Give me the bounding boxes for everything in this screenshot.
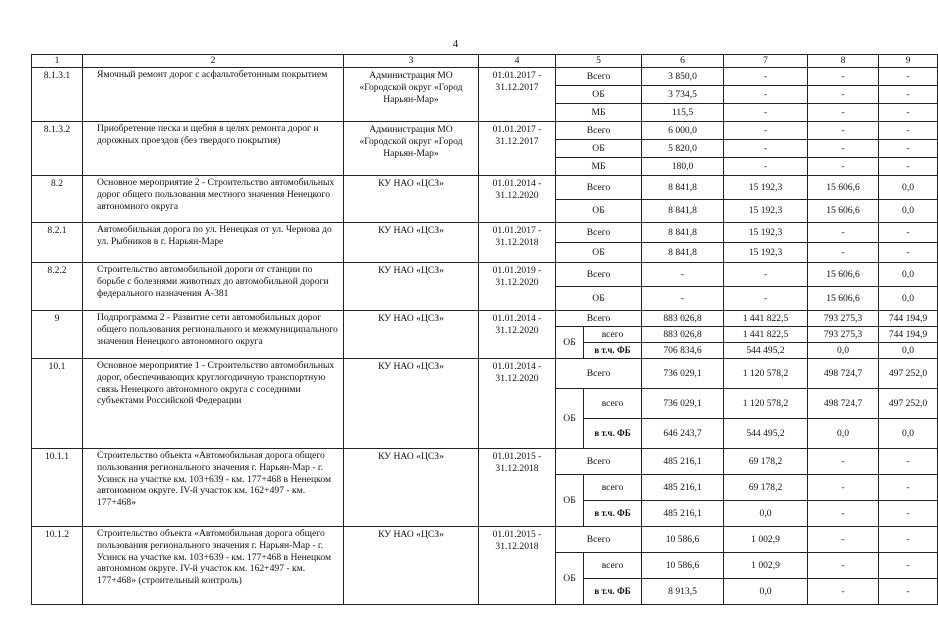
value-v6: 8 841,8 (642, 223, 724, 243)
value-v9: - (879, 553, 938, 579)
table-row (32, 263, 938, 287)
value-v6: 5 820,0 (642, 140, 724, 158)
value-v9: - (879, 243, 938, 263)
value-v6: 485 216,1 (642, 449, 724, 475)
value-v9: 0,0 (879, 419, 938, 449)
value-v8: - (808, 527, 879, 553)
value-v8: 0,0 (808, 343, 879, 359)
funding-source-label: ОБ (556, 243, 642, 263)
value-v9: 0,0 (879, 176, 938, 200)
item-code: 8.1.3.1 (32, 68, 83, 122)
value-v7: 1 120 578,2 (724, 389, 808, 419)
value-v8: - (808, 553, 879, 579)
value-v8: - (808, 243, 879, 263)
value-v7: 1 002,9 (724, 527, 808, 553)
table-row (32, 527, 938, 553)
value-v7: 1 120 578,2 (724, 359, 808, 389)
period: 01.01.2019 - 31.12.2020 (479, 263, 556, 311)
table-row (32, 449, 938, 475)
value-v8: 793 275,3 (808, 311, 879, 327)
value-v7: 15 192,3 (724, 243, 808, 263)
value-v9: 0,0 (879, 287, 938, 311)
value-v7: 1 441 822,5 (724, 311, 808, 327)
value-v8: - (808, 68, 879, 86)
funding-sub-label: в т.ч. ФБ (584, 579, 642, 605)
value-v7: 544 495,2 (724, 419, 808, 449)
value-v6: 115,5 (642, 104, 724, 122)
value-v6: 8 841,8 (642, 176, 724, 200)
value-v9: - (879, 140, 938, 158)
column-header: 8 (808, 55, 879, 68)
responsible-org: Администрация МО «Городской округ «Город Нарьян-Мар» (344, 122, 479, 176)
funding-source-label: МБ (556, 158, 642, 176)
value-v8: 15 606,6 (808, 287, 879, 311)
value-v9: - (879, 86, 938, 104)
funding-source-label: ОБ (556, 140, 642, 158)
period: 01.01.2017 - 31.12.2017 (479, 68, 556, 122)
value-v6: 8 841,8 (642, 243, 724, 263)
header-row (32, 55, 938, 68)
funding-source-label: Всего (556, 527, 642, 553)
value-v6: 485 216,1 (642, 475, 724, 501)
program-table (31, 54, 938, 605)
value-v7: 15 192,3 (724, 176, 808, 200)
value-v7: - (724, 158, 808, 176)
funding-sub-label: в т.ч. ФБ (584, 501, 642, 527)
value-v6: 883 026,8 (642, 311, 724, 327)
value-v6: 3 734,5 (642, 86, 724, 104)
value-v9: - (879, 501, 938, 527)
column-header: 7 (724, 55, 808, 68)
table-row (32, 223, 938, 243)
period: 01.01.2015 - 31.12.2018 (479, 449, 556, 527)
item-code: 10.1 (32, 359, 83, 449)
value-v7: - (724, 287, 808, 311)
value-v6: 736 029,1 (642, 389, 724, 419)
responsible-org: КУ НАО «ЦСЗ» (344, 449, 479, 527)
value-v9: 744 194,9 (879, 327, 938, 343)
value-v8: - (808, 223, 879, 243)
value-v8: - (808, 475, 879, 501)
value-v8: 15 606,6 (808, 176, 879, 200)
table-row (32, 176, 938, 200)
value-v6: 6 000,0 (642, 122, 724, 140)
funding-sub-label: всего (584, 475, 642, 501)
item-code: 8.2.1 (32, 223, 83, 263)
period: 01.01.2014 - 31.12.2020 (479, 311, 556, 359)
item-name: Автомобильная дорога по ул. Ненецкая от ул. Чернова до ул. Рыбников в г. Нарьян-Маре (83, 223, 344, 263)
table-row (32, 311, 938, 327)
funding-sub-label: всего (584, 389, 642, 419)
responsible-org: Администрация МО «Городской округ «Город Нарьян-Мар» (344, 68, 479, 122)
value-v9: 0,0 (879, 343, 938, 359)
column-header: 5 (556, 55, 642, 68)
value-v6: - (642, 263, 724, 287)
ob-label: ОБ (556, 327, 584, 359)
ob-label: ОБ (556, 389, 584, 449)
value-v9: 497 252,0 (879, 389, 938, 419)
item-code: 10.1.2 (32, 527, 83, 605)
value-v7: - (724, 86, 808, 104)
table-row (32, 68, 938, 86)
funding-source-label: ОБ (556, 86, 642, 104)
value-v9: 0,0 (879, 263, 938, 287)
funding-sub-label: всего (584, 553, 642, 579)
item-name: Основное мероприятие 2 - Строительство автомобильных дорог общего пользования местного значения Ненецкого автономного округа (83, 176, 344, 223)
funding-source-label: МБ (556, 104, 642, 122)
responsible-org: КУ НАО «ЦСЗ» (344, 359, 479, 449)
value-v6: 10 586,6 (642, 553, 724, 579)
period: 01.01.2017 - 31.12.2017 (479, 122, 556, 176)
value-v9: 744 194,9 (879, 311, 938, 327)
column-header: 4 (479, 55, 556, 68)
ob-label: ОБ (556, 475, 584, 527)
value-v8: - (808, 579, 879, 605)
value-v6: 10 586,6 (642, 527, 724, 553)
value-v8: 15 606,6 (808, 263, 879, 287)
value-v9: - (879, 579, 938, 605)
period: 01.01.2014 - 31.12.2020 (479, 359, 556, 449)
value-v8: - (808, 449, 879, 475)
table-body (32, 55, 938, 605)
responsible-org: КУ НАО «ЦСЗ» (344, 223, 479, 263)
page-number: 4 (452, 38, 459, 50)
value-v8: - (808, 104, 879, 122)
period: 01.01.2015 - 31.12.2018 (479, 527, 556, 605)
item-code: 8.2.2 (32, 263, 83, 311)
value-v8: 498 724,7 (808, 389, 879, 419)
value-v7: - (724, 140, 808, 158)
funding-source-label: Всего (556, 122, 642, 140)
value-v7: 1 002,9 (724, 553, 808, 579)
value-v7: 69 178,2 (724, 449, 808, 475)
funding-sub-label: всего (584, 327, 642, 343)
value-v7: - (724, 68, 808, 86)
value-v7: - (724, 263, 808, 287)
value-v9: - (879, 68, 938, 86)
item-name: Строительство объекта «Автомобильная дорога общего пользования регионального значения г. Нарьян-Мар - г. Усинск на участке км. 103+639 - км. 177+468 в Ненецком автономном округе. IV-й участок км. 162+497 - км. 177+468» (строительный контроль) (83, 527, 344, 605)
funding-source-label: ОБ (556, 287, 642, 311)
item-name: Подпрограмма 2 - Развитие сети автомобильных дорог общего пользования регионального и межмуниципального значения Ненецкого автономного округа (83, 311, 344, 359)
item-code: 8.1.3.2 (32, 122, 83, 176)
table-row (32, 359, 938, 389)
value-v8: - (808, 140, 879, 158)
value-v7: 15 192,3 (724, 200, 808, 223)
table-row (32, 122, 938, 140)
value-v6: 736 029,1 (642, 359, 724, 389)
item-name: Строительство автомобильной дороги от станции по борьбе с болезнями животных до автомобильной дороги федерального назначения А-381 (83, 263, 344, 311)
item-code: 9 (32, 311, 83, 359)
value-v9: - (879, 475, 938, 501)
item-name: Основное мероприятие 1 - Строительство автомобильных дорог, обеспечивающих круглогодичную транспортную связь Ненецкого автономного округа с соседними субъектами Российской Федерации (83, 359, 344, 449)
funding-source-label: Всего (556, 176, 642, 200)
value-v7: 0,0 (724, 579, 808, 605)
item-name: Приобретение песка и щебня в целях ремонта дорог и дорожных проездов (без твердого покрытия) (83, 122, 344, 176)
value-v9: 497 252,0 (879, 359, 938, 389)
column-header: 6 (642, 55, 724, 68)
value-v7: 15 192,3 (724, 223, 808, 243)
funding-source-label: ОБ (556, 200, 642, 223)
column-header: 1 (32, 55, 83, 68)
period: 01.01.2017 - 31.12.2018 (479, 223, 556, 263)
column-header: 2 (83, 55, 344, 68)
value-v6: 8 841,8 (642, 200, 724, 223)
responsible-org: КУ НАО «ЦСЗ» (344, 263, 479, 311)
value-v7: 0,0 (724, 501, 808, 527)
responsible-org: КУ НАО «ЦСЗ» (344, 527, 479, 605)
value-v7: 544 495,2 (724, 343, 808, 359)
value-v6: 3 850,0 (642, 68, 724, 86)
funding-source-label: Всего (556, 311, 642, 327)
item-code: 10.1.1 (32, 449, 83, 527)
funding-source-label: Всего (556, 68, 642, 86)
funding-sub-label: в т.ч. ФБ (584, 343, 642, 359)
value-v6: 180,0 (642, 158, 724, 176)
period: 01.01.2014 - 31.12.2020 (479, 176, 556, 223)
item-code: 8.2 (32, 176, 83, 223)
column-header: 9 (879, 55, 938, 68)
value-v9: - (879, 104, 938, 122)
item-name: Строительство объекта «Автомобильная дорога общего пользования регионального значения г. Нарьян-Мар - г. Усинск на участке км. 103+639 - км. 177+468 в Ненецком автономном округе. IV-й участок км. 162+497 - км. 177+468» (83, 449, 344, 527)
value-v8: - (808, 501, 879, 527)
item-name: Ямочный ремонт дорог с асфальтобетонным покрытием (83, 68, 344, 122)
value-v8: 15 606,6 (808, 200, 879, 223)
value-v6: 706 834,6 (642, 343, 724, 359)
responsible-org: КУ НАО «ЦСЗ» (344, 311, 479, 359)
value-v8: 793 275,3 (808, 327, 879, 343)
funding-sub-label: в т.ч. ФБ (584, 419, 642, 449)
value-v9: - (879, 449, 938, 475)
value-v8: 498 724,7 (808, 359, 879, 389)
responsible-org: КУ НАО «ЦСЗ» (344, 176, 479, 223)
funding-source-label: Всего (556, 359, 642, 389)
value-v6: 883 026,8 (642, 327, 724, 343)
value-v7: 1 441 822,5 (724, 327, 808, 343)
column-header: 3 (344, 55, 479, 68)
value-v9: - (879, 527, 938, 553)
value-v7: - (724, 104, 808, 122)
value-v6: 485 216,1 (642, 501, 724, 527)
value-v6: - (642, 287, 724, 311)
funding-source-label: Всего (556, 223, 642, 243)
value-v7: - (724, 122, 808, 140)
value-v6: 646 243,7 (642, 419, 724, 449)
value-v8: - (808, 122, 879, 140)
value-v8: - (808, 86, 879, 104)
value-v9: - (879, 158, 938, 176)
value-v9: 0,0 (879, 200, 938, 223)
value-v9: - (879, 223, 938, 243)
ob-label: ОБ (556, 553, 584, 605)
value-v8: - (808, 158, 879, 176)
value-v8: 0,0 (808, 419, 879, 449)
funding-source-label: Всего (556, 449, 642, 475)
value-v7: 69 178,2 (724, 475, 808, 501)
value-v6: 8 913,5 (642, 579, 724, 605)
funding-source-label: Всего (556, 263, 642, 287)
value-v9: - (879, 122, 938, 140)
